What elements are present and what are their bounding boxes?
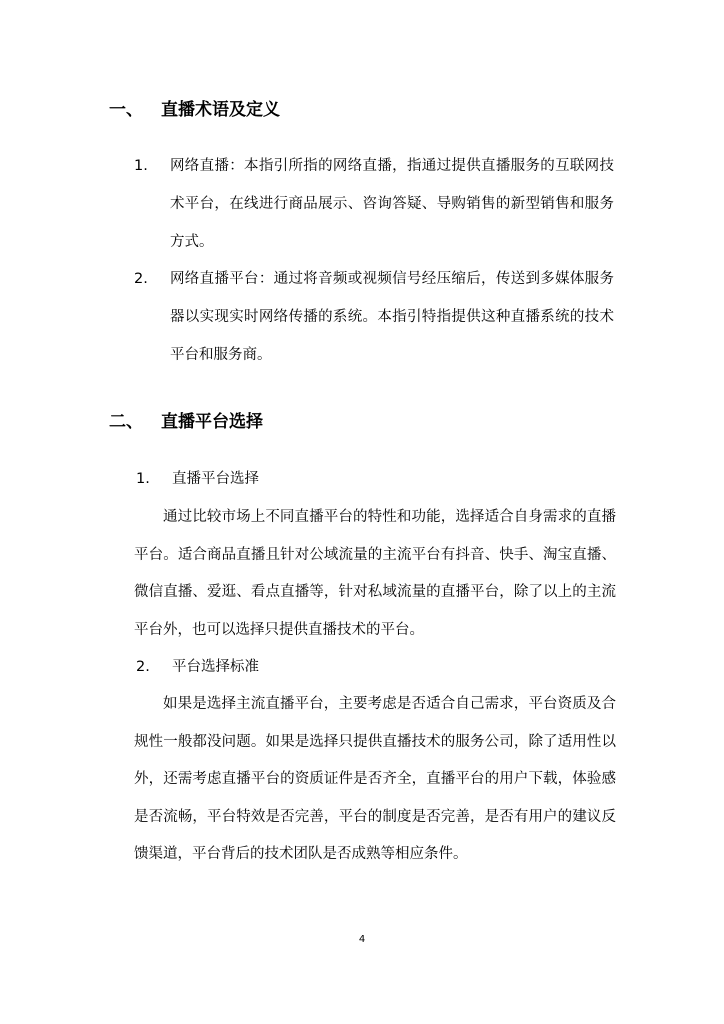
list-item (134, 147, 614, 261)
list-item-number: 1. (134, 158, 148, 174)
section-heading (109, 410, 263, 434)
subsection-title: 平台选择标准 (172, 659, 259, 675)
subsection-heading (136, 655, 259, 679)
list-item-text: 网络直播：本指引所指的网络直播，指通过提供直播服务的互联网技术平台，在线进行商品展示、咨询答疑、导购销售的新型销售和服务方式。 (170, 158, 614, 250)
section-heading (109, 98, 280, 122)
page-number: 4 (358, 934, 366, 945)
subsection-title: 直播平台选择 (172, 471, 259, 487)
list-item-number: 2. (134, 271, 148, 287)
subsection-heading (136, 467, 259, 491)
subsection-number: 1. (136, 471, 150, 487)
subsection-number: 2. (136, 659, 150, 675)
section-number: 二、 (109, 412, 143, 432)
section-title: 直播术语及定义 (161, 100, 280, 120)
body-paragraph: 通过比较市场上不同直播平台的特性和功能，选择适合自身需求的直播平台。适合商品直播且针对公域流量的主流平台有抖音、快手、淘宝直播、微信直播、爱逛、看点直播等，针对私域流量的直播平台，除了以上的主流平台外，也可以选择只提供直播技术的平台。 (134, 509, 616, 638)
section-title: 直播平台选择 (161, 412, 263, 432)
body-paragraph: 如果是选择主流直播平台，主要考虑是否适合自己需求，平台资质及合规性一般都没问题。如果是选择只提供直播技术的服务公司，除了适用性以外，还需考虑直播平台的资质证件是否齐全，直播平台的用户下载，体验感是否流畅，平台特效是否完善，平台的制度是否完善，是否有用户的建议反馈渠道，平台背后的技术团队是否成熟等相应条件。 (134, 696, 616, 862)
section-number: 一、 (109, 100, 143, 120)
list-item (134, 260, 614, 374)
list-item-text: 网络直播平台：通过将音频或视频信号经压缩后，传送到多媒体服务器以实现实时网络传播的系统。本指引特指提供这种直播系统的技术平台和服务商。 (170, 271, 614, 363)
